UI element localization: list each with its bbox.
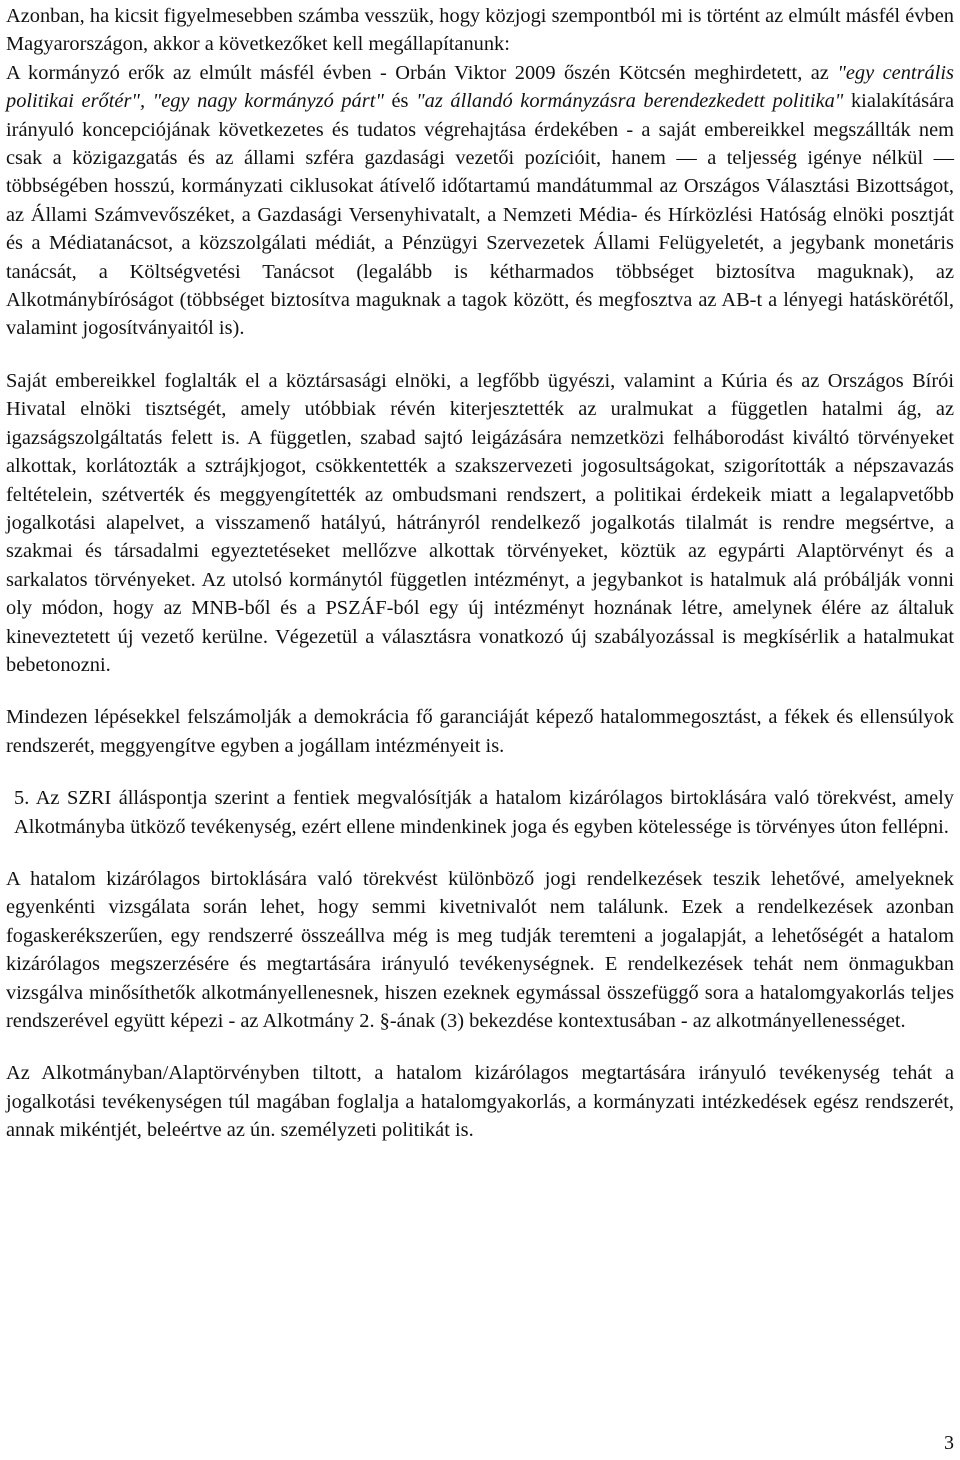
- text-run: és: [383, 90, 417, 113]
- text-run: 5. Az SZRI álláspontja szerint a fentiek megvalósítják a hatalom kizárólagos birtoklására való törekvést, amely Alkotmányba ütköző tevékenység, ezért ellene mindenkinek joga és egyben kötelessége is törvényes úton fellépni.: [14, 787, 954, 838]
- text-run: Azonban, ha kicsit figyelmesebben számba vesszük, hogy közjogi szempontból mi is történt az elmúlt másfél évben Magyarországon, akkor a következőket kell megállapítanunk:: [6, 5, 954, 56]
- paragraph: [6, 59, 954, 343]
- text-run: Az Alkotmányban/Alaptörvényben tiltott, a hatalom kizárólagos megtartására irányuló tevékenység tehát a jogalkotási tevékenységen túl magában foglalja a hatalomgyakorlás, a kormányzati intézkedések egész rendszerét, annak mikéntjét, beleértve az ún. személyzeti politikát is.: [6, 1062, 954, 1142]
- text-run: Saját embereikkel foglalták el a köztársasági elnöki, a legfőbb ügyészi, valamint a Kúria és az Országos Bírói Hivatal elnöki tisztségét, amely utóbbiak révén kiterjesztették az uralmukat a független hatalmi ág, az igazságszolgáltatás felett is. A független, szabad sajtó leigázására nemzetközi felháborodást kiváltó törvényeket alkottak, korlátozták a sztrájkjogot, csökkentették a szakszervezeti jogosultságokat, szigorították a népszavazás feltételein, szétverték és meggyengítették az ombudsmani rendszert, a politikai érdekeik miatt a legalapvetőbb jogalkotási alapelvet, a visszamenő hatályú, hátrányról rendelkező jogalkotás tilalmát is rendre megsértve, a szakmai és társadalmi egyeztetéseket mellőzve alkottak törvényeket, köztük az egypárti Alaptörvényt és a sarkalatos törvényeket. Az utolsó kormánytól független intézményt, a jegybankot is hatalmuk alá próbálják vonni oly módon, hogy az MNB-ből és a PSZÁF-ból egy új intézményt hoznának létre, amelynek élére az általuk kineveztetett új vezető kerülne. Végezetül a választásra vonatkozó új szabályozással is megkísérlik a hatalmukat bebetonozni.: [6, 369, 954, 676]
- paragraph: [6, 2, 954, 59]
- text-run: A kormányzó erők az elmúlt másfél évben - Orbán Viktor 2009 őszén Kötcsén meghirdetett, az: [6, 61, 838, 84]
- paragraph: [6, 703, 954, 760]
- text-run: Mindezen lépésekkel felszámolják a demokrácia fő garanciáját képező hatalommegosztást, a fékek és ellensúlyok rendszerét, meggyengítve egyben a jogállam intézményeit is.: [6, 706, 954, 757]
- document-page: [6, 2, 954, 1145]
- numbered-paragraph: [6, 784, 954, 841]
- page-number: 3: [944, 1432, 954, 1454]
- text-run: A hatalom kizárólagos birtoklására való törekvést különböző jogi rendelkezések teszik lehetővé, amelyeknek egyenkénti vizsgálata során lehet, hogy semmi kivetnivalót nem találunk. Ezek a rendelkezések azonban fogaskerékszerűen, egy rendszerré összeállva még is meg tudják teremteni a jogalapját, a lehetőségét a hatalom kizárólagos megszerzésére és megtartására irányuló tevékenységnek. E rendelkezések tehát nem önmagukban vizsgálva minősíthetők alkotmányellenesnek, hiszen ezeknek egymással összefüggő sora a hatalomgyakorlás teljes rendszerével együtt képezi - az Alkotmány 2. §-ának (3) bekezdése kontextusában - az alkotmányellenességet.: [6, 867, 954, 1032]
- paragraph: [6, 865, 954, 1035]
- text-run: kialakítására irányuló koncepciójának következetes és tudatos végrehajtása érdekében - a saját embereikkel megszállták nem csak a közigazgatás és az állami szféra gazdasági vezetői pozícióit, hanem — a teljesség igénye nélkül — többségében hosszú, kormányzati ciklusokat átívelő időtartamú mandátummal az Országos Választási Bizottságot, az Állami Számvevőszéket, a Gazdasági Versenyhivatalt, a Nemzeti Média- és Hírközlési Hatóság elnöki posztját és a Médiatanácsot, a közszolgálati médiát, a Pénzügyi Szervezetek Állami Felügyeletét, a jegybank monetáris tanácsát, a Költségvetési Tanácsot (legalább is kétharmados többséget biztosítva maguknak), az Alkotmánybíróságot (többséget biztosítva maguknak a tagok között, és megfosztva az AB-t a lényegi hatáskörétől, valamint jogosítványaitól is).: [6, 90, 954, 340]
- italic-quote: "egy centrális politikai erőtér", "egy nagy kormányzó párt": [6, 61, 954, 113]
- paragraph: [6, 367, 954, 679]
- italic-quote: "az állandó kormányzásra berendezkedett politika": [416, 90, 844, 113]
- paragraph: [6, 1059, 954, 1144]
